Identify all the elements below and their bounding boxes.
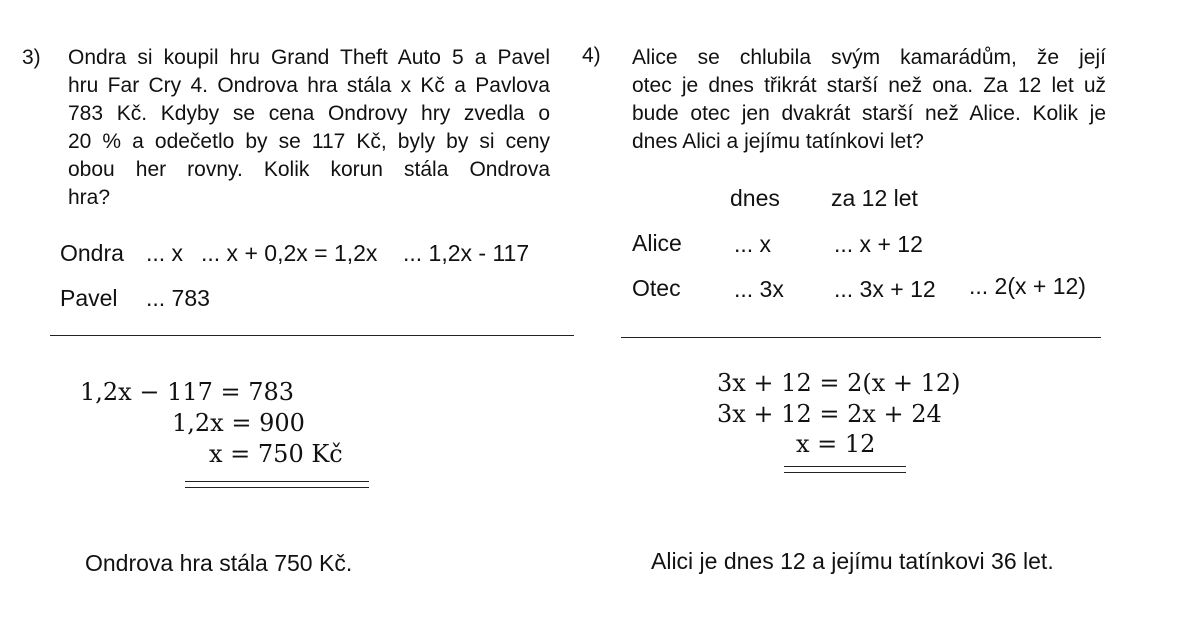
problem-3-line: Ondra si koupil hru Grand Theft Auto 5 a Pavel	[68, 46, 550, 69]
ondra-raised: ... x + 0,2x = 1,2x	[201, 240, 378, 266]
column-header-later: za 12 let	[831, 185, 918, 211]
otec-later: ... 3x + 12	[834, 276, 936, 302]
problem-3-text	[68, 44, 550, 212]
column-header-today: dnes	[730, 185, 780, 211]
problem-4-line: bude otec jen dvakrát starší než Alice. Kolik je	[632, 102, 1106, 125]
problem-3-line: obou her rovny. Kolik korun stála Ondrova	[68, 158, 550, 181]
equation-result: x = 12	[796, 430, 876, 458]
double-underline	[784, 472, 906, 473]
problem-3-line: 783 Kč. Kdyby se cena Ondrovy hry zvedla o	[68, 102, 550, 125]
alice-today: ... x	[734, 231, 772, 257]
problem-3-line: 20 % a odečetlo by se 117 Kč, byly by si ceny	[68, 130, 550, 153]
divider-line	[621, 337, 1101, 338]
otec-today: ... 3x	[734, 276, 784, 302]
equation-line: 1,2x = 900	[172, 409, 305, 437]
ondra-label: Ondra	[60, 240, 124, 266]
problem-4-text	[632, 44, 1106, 156]
problem-3-line: hra?	[68, 186, 111, 209]
problem-4-number: 4)	[582, 44, 601, 67]
double-underline	[185, 481, 369, 482]
problem-4-line: otec je dnes třikrát starší než ona. Za 12 let už	[632, 74, 1106, 97]
problem-3-line: hru Far Cry 4. Ondrova hra stála x Kč a Pavlova	[68, 74, 550, 97]
problem-4-answer: Alici je dnes 12 a jejímu tatínkovi 36 let.	[651, 548, 1054, 574]
problem-3-number: 3)	[22, 46, 41, 69]
equation-line: 3x + 12 = 2x + 24	[717, 400, 942, 428]
equation-result: x = 750 Kč	[209, 440, 343, 468]
problem-4-line: dnes Alici a jejímu tatínkovi let?	[632, 130, 924, 153]
problem-3-answer: Ondrova hra stála 750 Kč.	[85, 550, 353, 576]
equation-line: 3x + 12 = 2(x + 12)	[717, 369, 961, 397]
double-underline	[185, 487, 369, 488]
pavel-label: Pavel	[60, 285, 118, 311]
alice-label: Alice	[632, 230, 682, 256]
problem-4-line: Alice se chlubila svým kamarádům, že její	[632, 46, 1106, 69]
alice-later: ... x + 12	[834, 231, 923, 257]
divider-line	[50, 335, 574, 336]
otec-double-alice: ... 2(x + 12)	[969, 273, 1086, 299]
ondra-initial: ... x	[146, 240, 184, 266]
double-underline	[784, 466, 906, 467]
ondra-final: ... 1,2x - 117	[403, 240, 530, 266]
pavel-price: ... 783	[146, 285, 210, 311]
otec-label: Otec	[632, 275, 681, 301]
equation-line: 1,2x − 117 = 783	[80, 378, 295, 406]
